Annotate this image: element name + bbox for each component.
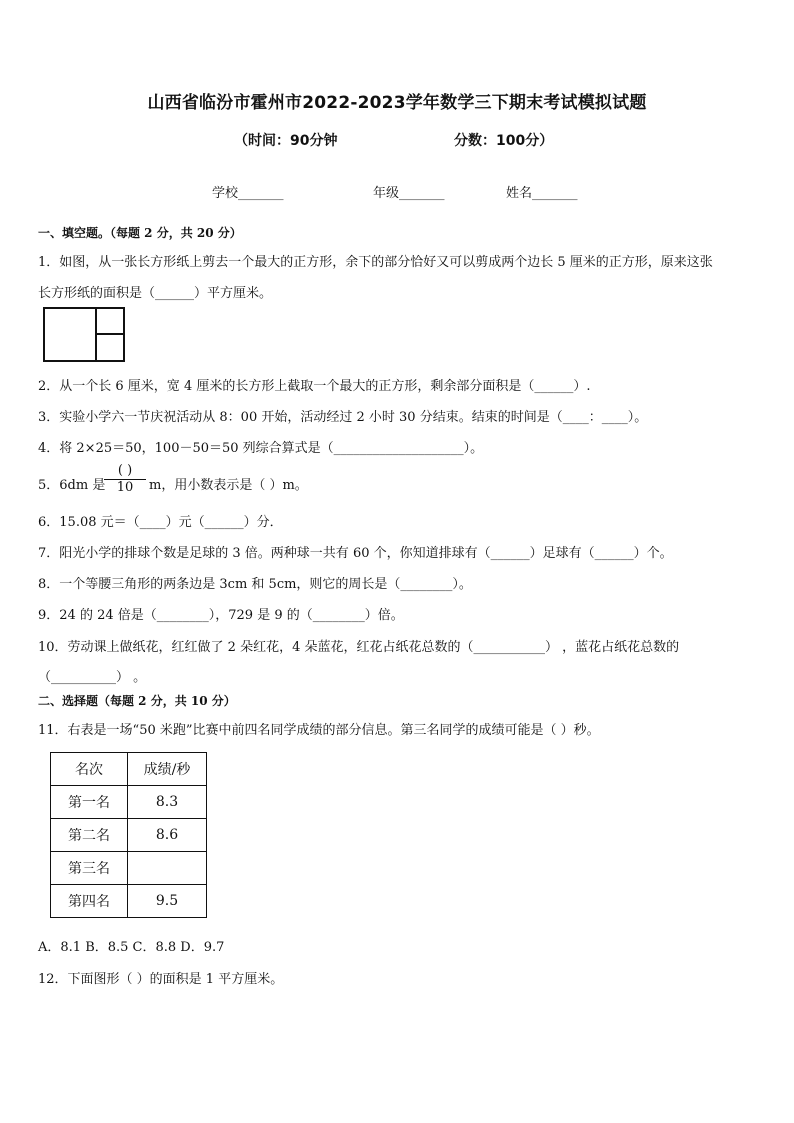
name-field: 姓名_______	[506, 186, 578, 201]
fraction-denominator: 10	[104, 479, 146, 495]
question-1-line2: 长方形纸的面积是（______）平方厘米。	[38, 286, 273, 301]
table-row	[51, 885, 207, 918]
table-header-cell: 名次	[51, 753, 128, 786]
question-10-line1: 10．劳动课上做纸花，红红做了 2 朵红花，4 朵蓝花，红花占纸花总数的（___________） ，蓝花占纸花总数的	[38, 640, 680, 655]
fraction-numerator: ( )	[117, 463, 133, 478]
table-cell-rank: 第二名	[51, 819, 128, 852]
question-11-options: A．8.1 B．8.5 C．8.8 D．9.7	[38, 940, 225, 955]
question-2: 2．从一个长 6 厘米，宽 4 厘米的长方形上截取一个最大的正方形，剩余部分面积是（______）.	[38, 379, 591, 394]
question-7: 7．阳光小学的排球个数是足球的 3 倍。两种球一共有 60 个，你知道排球有（______）足球有（______）个。	[38, 546, 673, 561]
section-fill-in: 一、填空题。（每题 2 分，共 20 分）	[38, 226, 242, 240]
score-table	[50, 752, 207, 918]
table-row	[51, 786, 207, 819]
question-3: 3．实验小学六一节庆祝活动从 8：00 开始，活动经过 2 小时 30 分结束。结束的时间是（____：____）。	[38, 410, 648, 425]
table-cell-time: 8.3	[128, 786, 207, 819]
table-cell-time: 9.5	[128, 885, 207, 918]
table-cell-time: 8.6	[128, 819, 207, 852]
grade-field: 年级_______	[373, 186, 445, 201]
table-row	[51, 852, 207, 885]
school-field: 学校_______	[212, 186, 284, 201]
table-header-row	[51, 753, 207, 786]
table-row	[51, 819, 207, 852]
page-title: 山西省临汾市霍州市2022-2023学年数学三下期末考试模拟试题	[147, 93, 647, 113]
question-9: 9．24 的 24 倍是（________），729 是 9 的（________）倍。	[38, 608, 404, 623]
question-8: 8．一个等腰三角形的两条边是 3cm 和 5cm，则它的周长是（________）。	[38, 577, 472, 592]
exam-score: 分数：100分）	[454, 133, 554, 149]
question-5-suffix: m，用小数表示是（ ）m。	[149, 478, 308, 493]
question-10-line2: （__________） 。	[38, 670, 147, 685]
question-11: 11．右表是一场“50 米跑”比赛中前四名同学成绩的部分信息。第三名同学的成绩可能是（ ）秒。	[38, 723, 600, 738]
section-choice: 二、选择题（每题 2 分，共 10 分）	[38, 694, 236, 708]
table-header-cell: 成绩/秒	[128, 753, 207, 786]
question-6: 6．15.08 元＝（____）元（______）分．	[38, 515, 283, 530]
question-4: 4．将 2×25＝50，100－50＝50 列综合算式是（____________________）。	[38, 441, 484, 456]
exam-time: （时间：90分钟	[234, 133, 338, 149]
table-cell-rank: 第三名	[51, 852, 128, 885]
question-5-prefix: 5．6dm 是	[38, 478, 106, 493]
divider-horizontal	[96, 333, 124, 335]
fraction	[104, 463, 146, 495]
table-cell-time	[128, 852, 207, 885]
table-cell-rank: 第一名	[51, 786, 128, 819]
table-cell-rank: 第四名	[51, 885, 128, 918]
question-12: 12．下面图形（ ）的面积是 1 平方厘米。	[38, 972, 284, 987]
question-1-line1: 1．如图，从一张长方形纸上剪去一个最大的正方形，余下的部分恰好又可以剪成两个边长 5 厘米的正方形，原来这张	[38, 255, 713, 270]
